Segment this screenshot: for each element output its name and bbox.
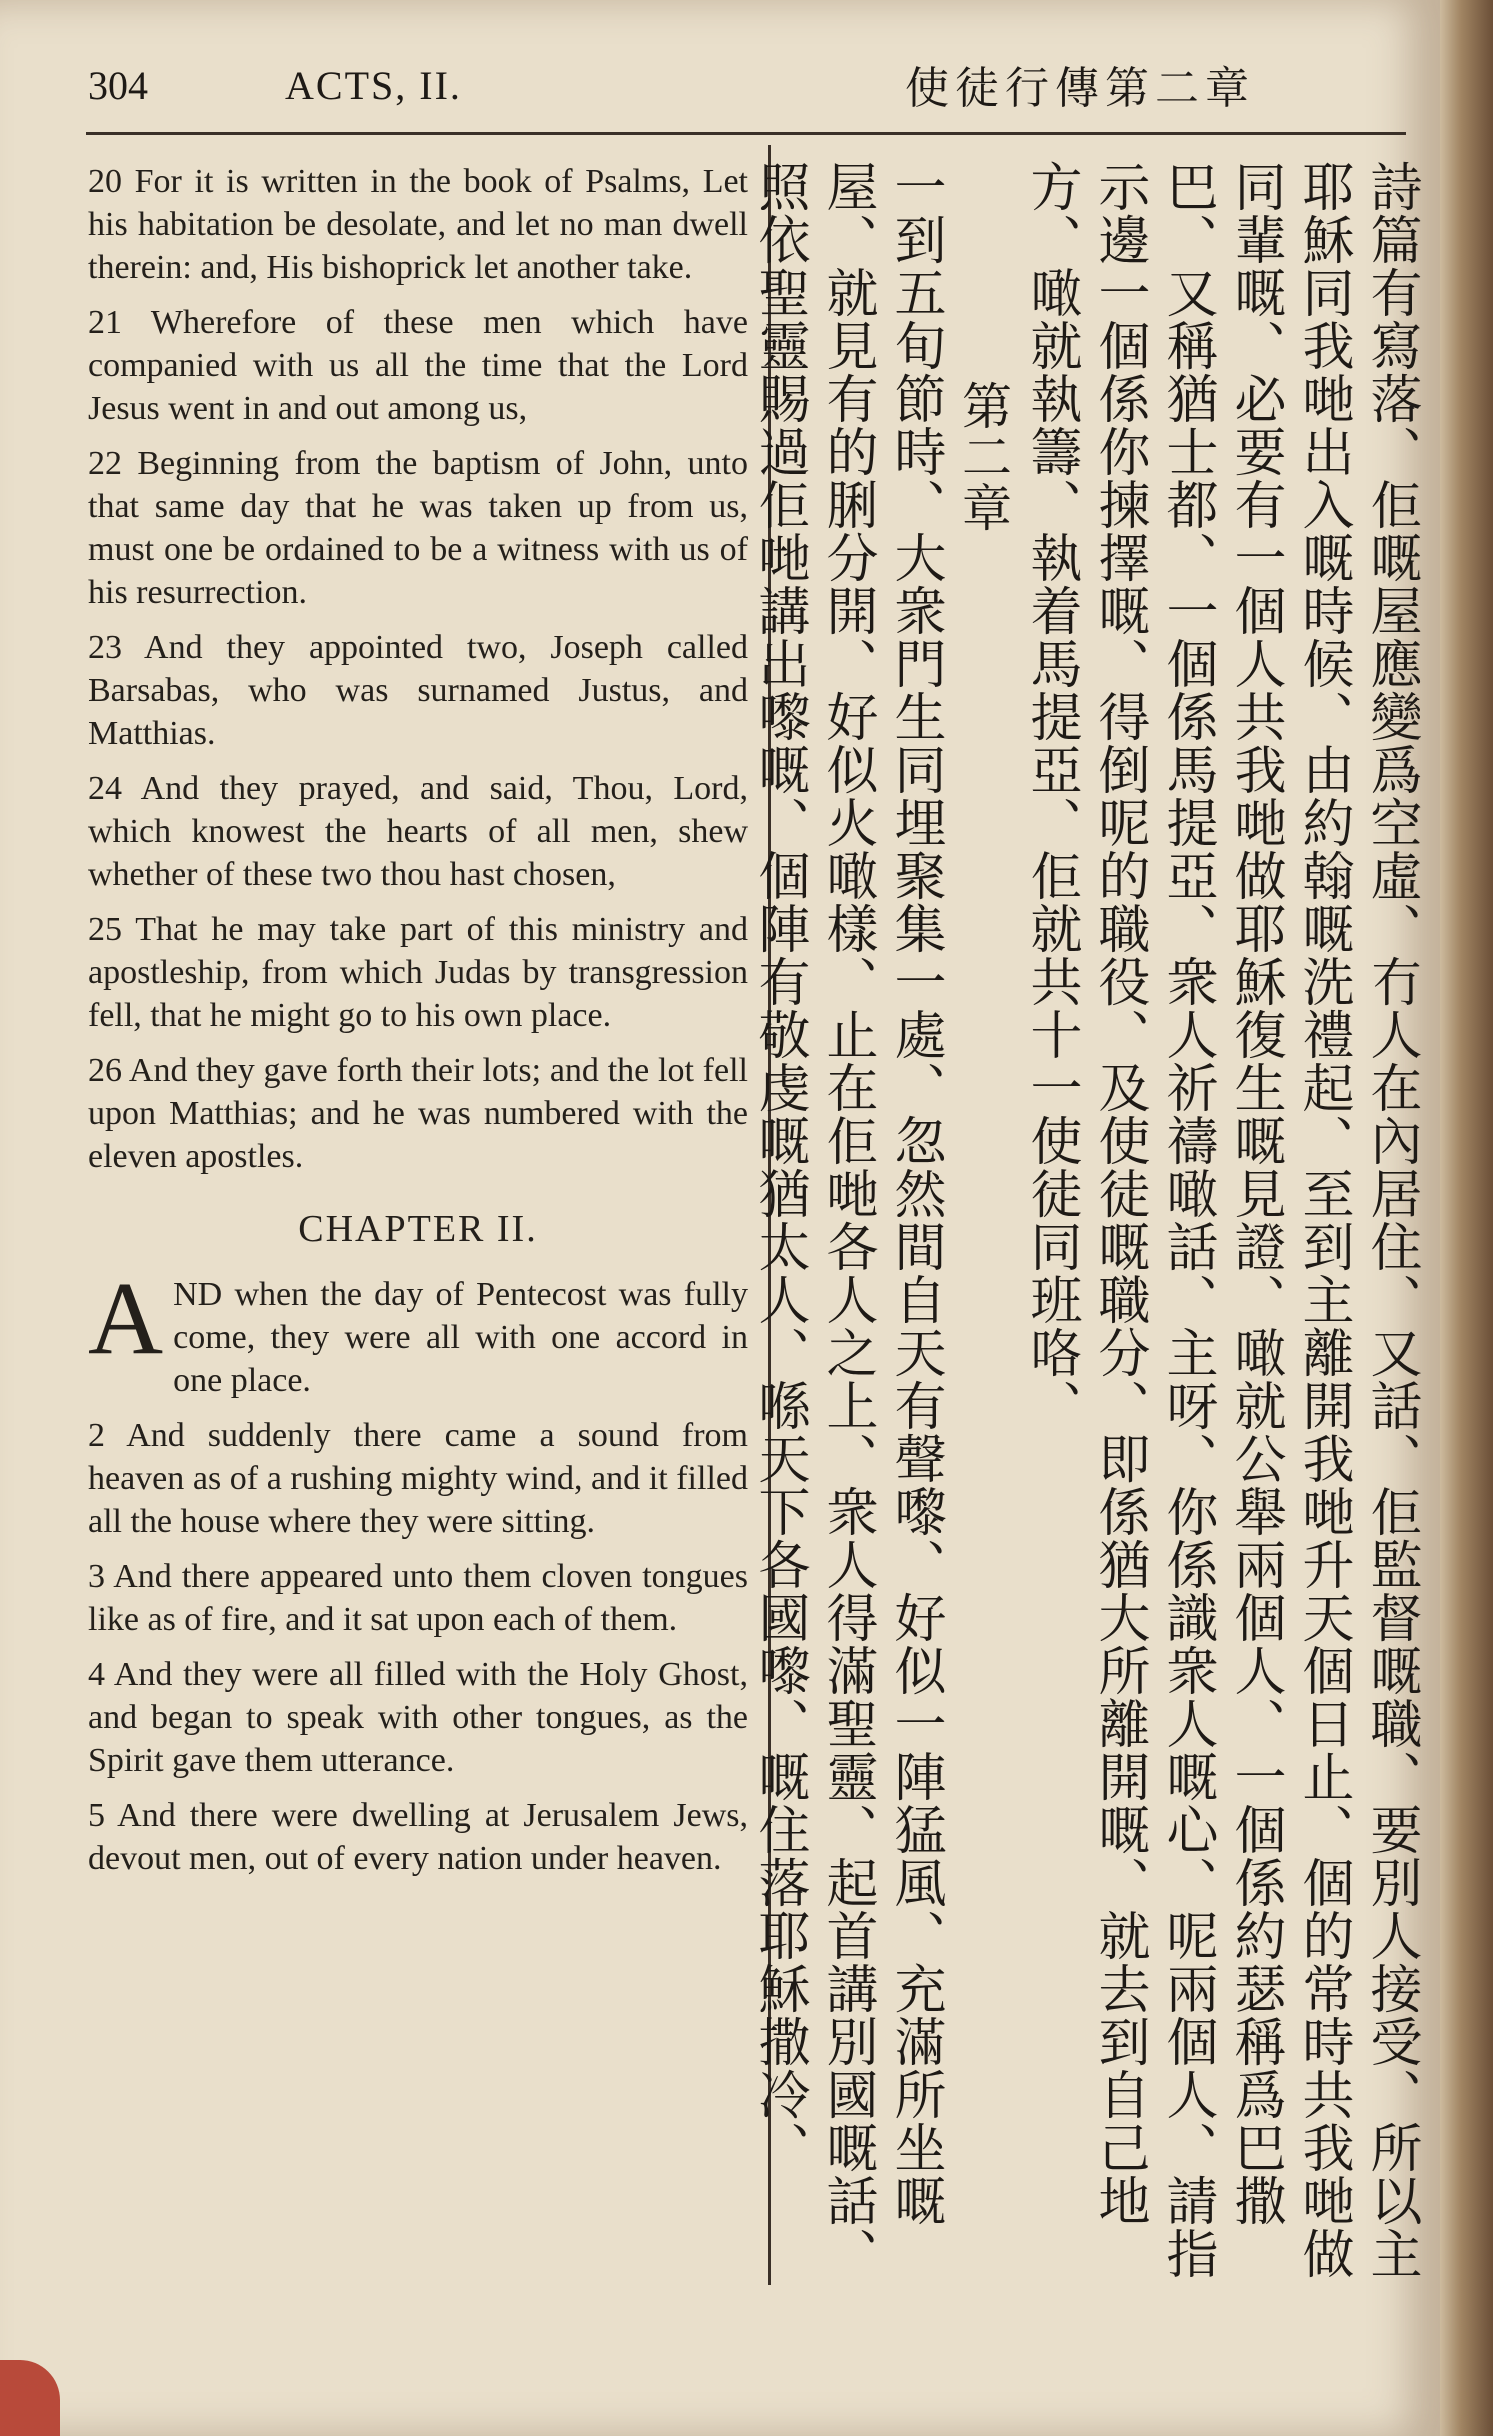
verse-26: 26 And they gave forth their lots; and the lot fell upon Matthias; and he was numbered with the eleven apostles.	[88, 1052, 748, 1175]
verse-2: 2 And suddenly there came a sound from heaven as of a rushing mighty wind, and it filled all the house where they were sitting.	[88, 1417, 748, 1540]
header-rule	[86, 132, 1406, 135]
page-number: 304	[88, 63, 148, 108]
verse-4: 4 And they were all filled with the Holy Ghost, and began to speak with other tongues, as the Spirit gave them utterance.	[88, 1656, 748, 1779]
verse-21: 21 Wherefore of these men which have companied with us all the time that the Lord Jesus went in and out among us,	[88, 304, 748, 427]
verse-22: 22 Beginning from the baptism of John, unto that same day that he was taken up from us, must one be ordained to be a witness with us of his resurrection.	[88, 445, 748, 611]
verse-20: 20 For it is written in the book of Psalms, Let his habitation be desolate, and let no man dwell therein: and, His bishoprick let another take.	[88, 163, 748, 286]
verse-5: 5 And there were dwelling at Jerusalem Jews, devout men, out of every nation under heaven.	[88, 1797, 748, 1877]
verse-24: 24 And they prayed, and said, Thou, Lord, which knowest the hearts of all men, shew whether of these two thou hast chosen,	[88, 770, 748, 893]
chinese-paragraph-1: 詩篇有寫落、佢嘅屋應變爲空虛、冇人在內居住、又話、佢監督嘅職、要別人接受、所以主耶穌同我哋出入嘅時候、由約翰嘅洗禮起、至到主離開我哋升天個日止、個的常時共我哋做同輩嘅、必要有一個人共我哋做耶穌復生嘅見證、噉就公舉兩個人、一個係約瑟稱爲巴撒巴、又稱猶士都、一個係馬提亞、衆人祈禱噉話、主呀、你係識衆人嘅心、呢兩個人、請指示邊一個係你揀擇嘅、得倒呢的職役、及使徒嘅職分、即係猶大所離開嘅、就去到自己地方、噉就執籌、執着馬提亞、佢就共十一使徒同班咯、	[1021, 160, 1421, 2280]
verse-1	[88, 1261, 748, 1402]
chinese-column	[749, 160, 1425, 2300]
chinese-chapter-heading: 第二章	[954, 380, 1012, 533]
verse-25: 25 That he may take part of this ministry and apostleship, from which Judas by transgression fell, that he might go to his own place.	[88, 911, 748, 1034]
chinese-paragraph-2: 一到五旬節時、大衆門生同埋聚集一處、忽然間自天有聲嚟、好似一陣猛風、充滿所坐嘅屋、就見有的脷分開、好似火噉樣、止在佢哋各人之上、衆人得滿聖靈、起首講別國嘅話、照依聖靈賜過佢哋講出嚟嘅、個陣有敬虔嘅猶太人、喺天下各國嚟、嘅住落耶穌撒冷、	[749, 160, 945, 2280]
verse-23: 23 And they appointed two, Joseph called Barsabas, who was surnamed Justus, and Matthias.	[88, 629, 748, 752]
running-title: ACTS, II.	[285, 63, 462, 108]
page-edge	[1440, 0, 1493, 2436]
chinese-running-title: 使徒行傳第二章	[905, 63, 1255, 114]
verse-3: 3 And there appeared unto them cloven tongues like as of fire, and it sat upon each of them.	[88, 1558, 748, 1638]
english-column	[88, 160, 748, 1892]
verse-1-text: ND when the day of Pentecost was fully come, they were all with one accord in one place.	[173, 1276, 748, 1399]
red-corner-mark	[0, 2360, 60, 2436]
drop-cap: A	[88, 1261, 164, 1376]
chapter-heading: CHAPTER II.	[298, 1208, 538, 1250]
